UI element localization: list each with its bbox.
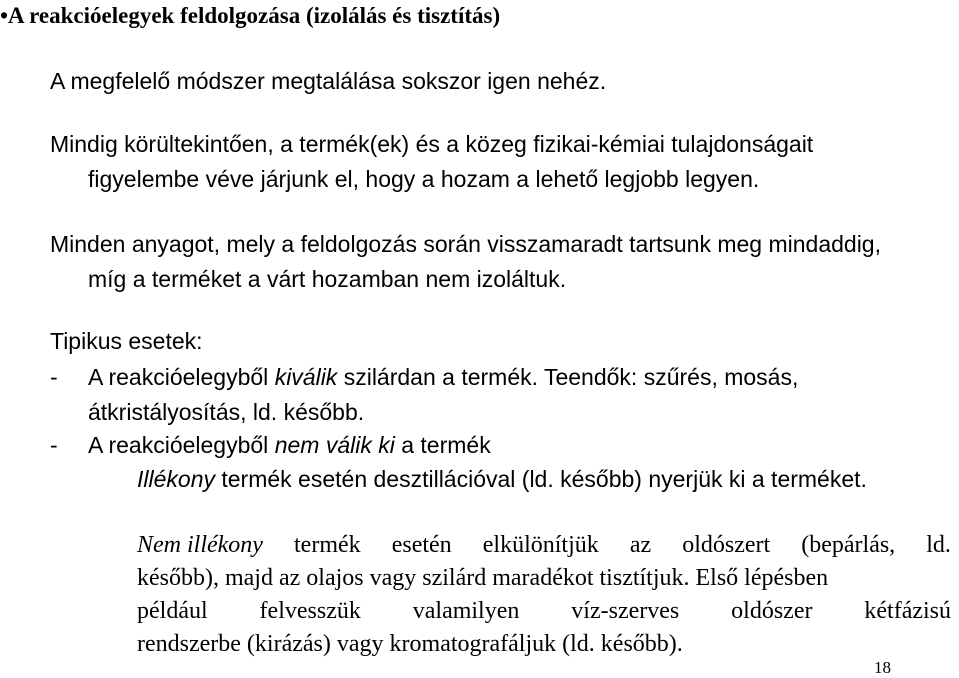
nonvolatile-line3 [137,599,951,623]
nonvolatile-word: ld. [926,532,951,558]
case2-emphasis: nem válik ki [274,432,395,458]
nonvolatile-word: valamilyen [412,598,520,624]
nonvolatile-word: (bepárlás, [801,532,896,558]
nonvolatile-line2: később), majd az olajos vagy szilárd maradékot tisztítjuk. Első lépésben [137,565,829,591]
nonvolatile-word: felvesszük [259,598,361,624]
case2-prefix: A reakcióelegyből [88,432,275,458]
paragraph-method: A megfelelő módszer megtalálása sokszor igen nehéz. [50,68,607,94]
nonvolatile-word: oldószert [682,532,771,558]
case1-prefix: A reakcióelegyből [88,364,275,390]
slide-title: •A reakcióelegyek feldolgozása (izolálás és tisztítás) [0,3,501,28]
volatile-line [137,468,867,491]
nonvolatile-word: víz-szerves [571,598,680,624]
paragraph-careful-line1: Mindig körültekintően, a termék(ek) és a közeg fizikai-kémiai tulajdonságait [50,131,814,157]
case2-line [88,434,491,457]
nonvolatile-word: esetén [391,532,452,558]
paragraph-careful-line2: figyelembe véve járjunk el, hogy a hozam a lehető legjobb legyen. [88,166,760,192]
nonvolatile-word: elkülönítjük [482,532,599,558]
case1-line2: átkristályosítás, ld. később. [88,399,365,425]
nonvolatile-word: oldószer [731,598,813,624]
volatile-emphasis: Illékony [137,466,215,492]
typical-cases-heading: Tipikus esetek: [50,328,203,354]
case2-suffix: a termék [394,432,491,458]
paragraph-keep-line1: Minden anyagot, mely a feldolgozás során visszamaradt tartsunk meg mindaddig, [50,231,881,257]
nonvolatile-word: például [137,598,208,624]
nonvolatile-line4: rendszerbe (kirázás) vagy kromatografáljuk (ld. később). [137,631,683,657]
paragraph-keep-line2: míg a terméket a várt hozamban nem izoláltuk. [88,266,567,292]
case1-emphasis: kiválik [274,364,338,390]
nonvolatile-word: termék [294,532,361,558]
case2-dash: - [50,432,58,458]
case1-dash: - [50,364,58,390]
case1-line1 [88,366,798,389]
nonvolatile-word: kétfázisú [864,598,951,624]
nonvolatile-word: az [629,532,652,558]
volatile-rest: termék esetén desztillációval (ld. később) nyerjük ki a terméket. [214,466,867,492]
nonvolatile-line1 [137,533,951,557]
nonvolatile-emphasis: Nem illékony [137,532,263,558]
case1-suffix: szilárdan a termék. Teendők: szűrés, mosás, [337,364,799,390]
page-number: 18 [874,658,891,677]
